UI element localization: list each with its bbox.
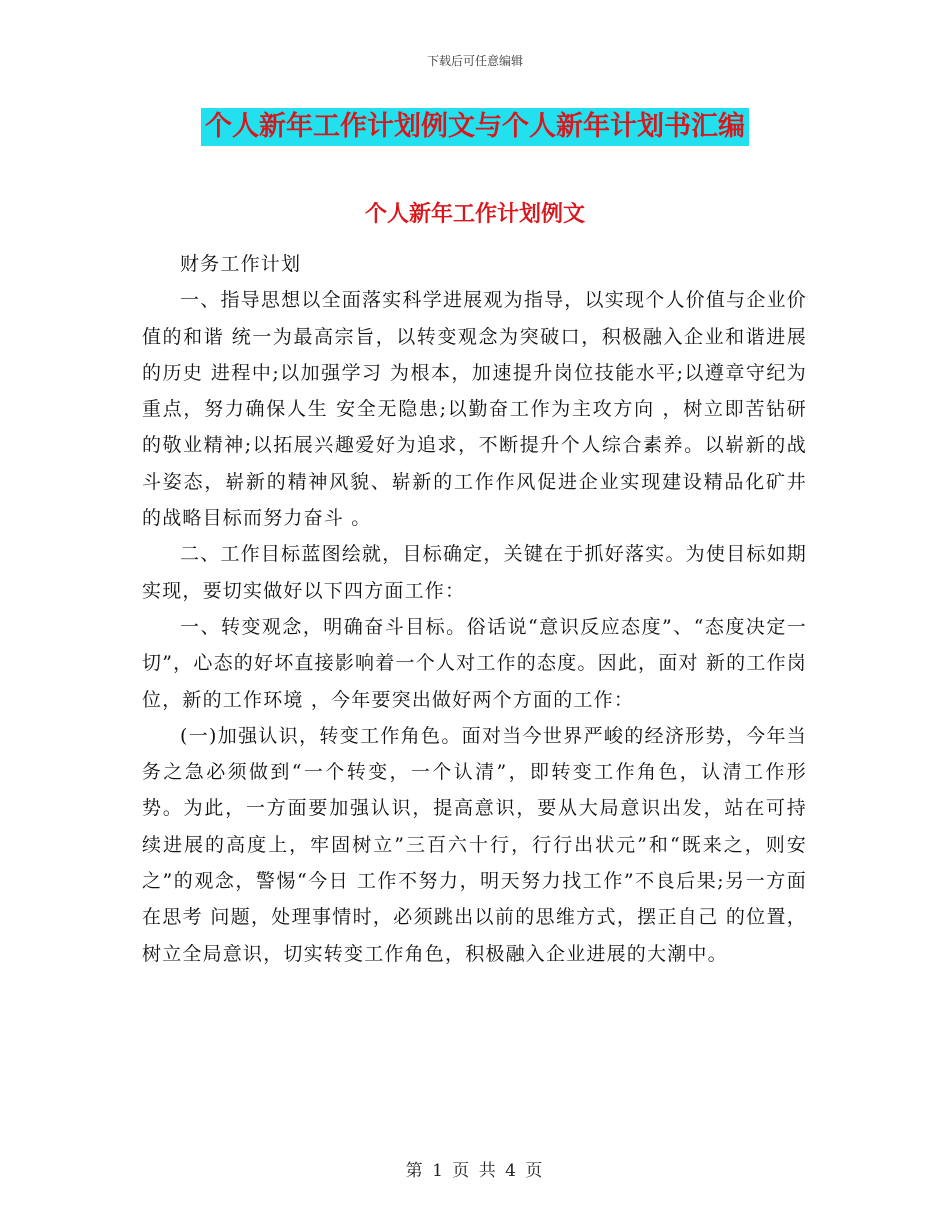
section-title: 个人新年工作计划例文 xyxy=(364,201,585,227)
paragraph: (一)加强认识，转变工作角色。面对当今世界严峻的经济形势，今年当务之急必须做到“一个转变，一个认清”，即转变工作角色，认清工作形势。为此，一方面要加强认识，提高意识，要从大局意识出发，站在可持续进展的高度上，牢固树立”三百六十行，行行出状元”和“既来之，则安之”的观念，警惕“今日 工作不努力，明天努力找工作”不良后果;另一方面在思考 问题，处理事情时，必须跳出以前的思维方式，摆正自己 的位置，树立全局意识，切实转变工作角色，积极融入企业进展的大潮中。 xyxy=(142,724,807,965)
page-header-note: 下载后可任意编辑 xyxy=(426,54,523,68)
document-body xyxy=(142,246,807,972)
paragraph-heading: 财务工作计划 xyxy=(180,253,302,275)
page-number-footer: 第 1 页 共 4 页 xyxy=(405,1161,545,1181)
paragraph: 一、指导思想以全面落实科学进展观为指导，以实现个人价值与企业价值的和谐 统一为最高宗旨，以转变观念为突破口，积极融入企业和谐进展的历史 进程中;以加强学习 为根本，加速提升岗位技能水平;以遵章守纪为重点，努力确保人生 安全无隐患;以勤奋工作为主攻方向 ，树立即苦钻研的敬业精神;以拓展兴趣爱好为追求，不断提升个人综合素养。以崭新的战斗姿态，崭新的精神风貌、崭新的工作作风促进企业实现建设精品化矿井的战略目标而努力奋斗 。 xyxy=(142,289,807,530)
paragraph: 二、工作目标蓝图绘就，目标确定，关键在于抓好落实。为使目标如期实现，要切实做好以下四方面工作： xyxy=(142,543,807,602)
paragraph: 一、转变观念，明确奋斗目标。俗话说“意识反应态度”、“态度决定一切”，心态的好坏直接影响着一个人对工作的态度。因此，面对 新的工作岗位，新的工作环境 ，今年要突出做好两个方面的工作： xyxy=(142,615,807,711)
document-title-container xyxy=(0,108,950,146)
document-title: 个人新年工作计划例文与个人新年计划书汇编 xyxy=(201,108,749,146)
